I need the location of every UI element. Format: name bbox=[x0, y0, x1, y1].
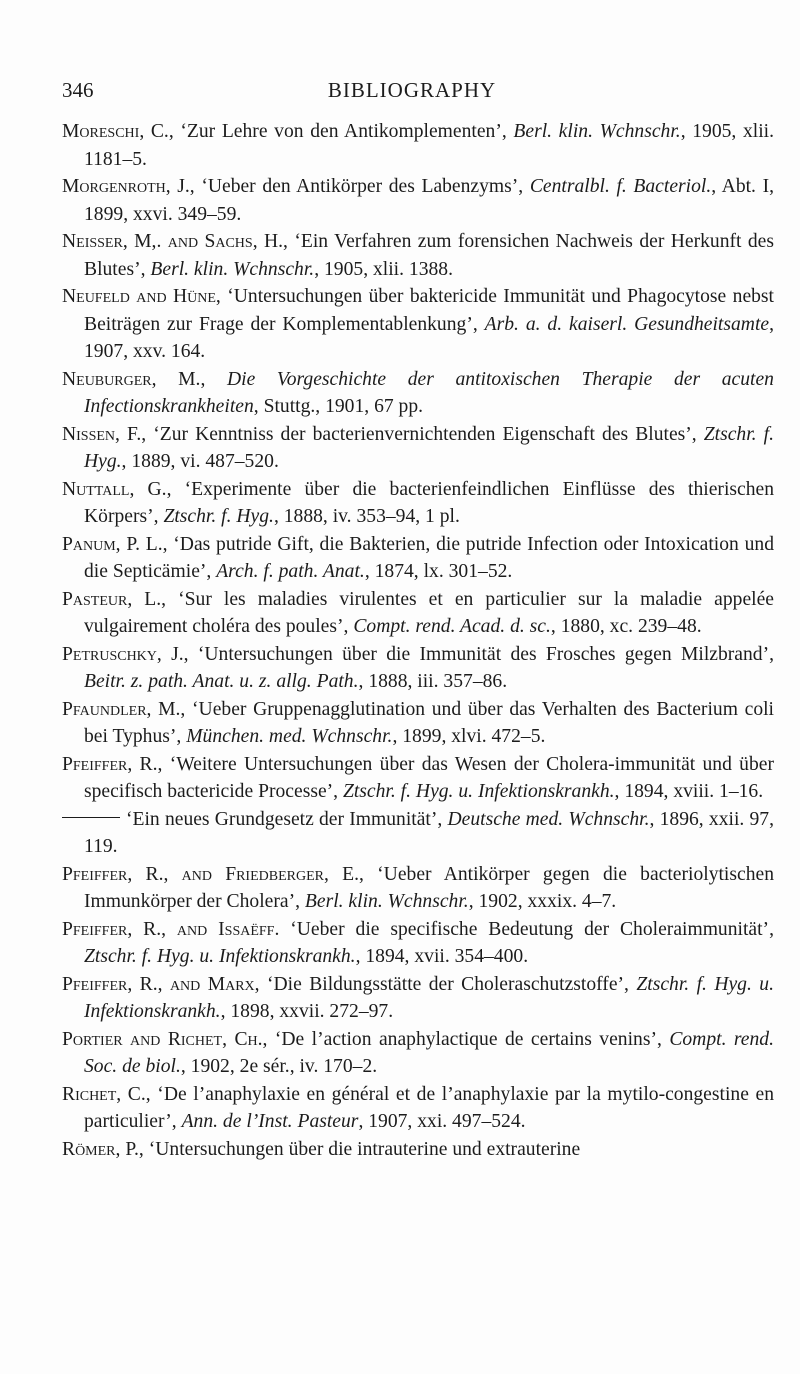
entry-details: , Abt. I, 1899, xxvi. 349–59. bbox=[84, 176, 774, 225]
entry-author: Nuttall, G., bbox=[62, 478, 172, 500]
entry-journal: Berl. klin. Wchnschr. bbox=[150, 258, 315, 280]
entry-author: Pasteur, L., bbox=[62, 588, 167, 610]
entry-details: , 1907, xxi. 497–524. bbox=[358, 1111, 526, 1132]
entry-journal: Compt. rend. Soc. de biol. bbox=[84, 1028, 774, 1077]
entry-author: Pfeiffer, R., and Friedberger, E., bbox=[62, 863, 364, 885]
entry-author: Pfeiffer, R., bbox=[62, 753, 163, 775]
entry-details: , 1905, xlii. 1181–5. bbox=[84, 121, 775, 170]
bibliography-entry bbox=[62, 283, 774, 366]
bibliography-entry bbox=[62, 751, 774, 806]
entry-details: , 1888, iii. 357–86. bbox=[358, 671, 508, 692]
entry-journal: Berl. klin. Wchnschr. bbox=[304, 891, 469, 912]
bibliography-entry bbox=[62, 971, 774, 1026]
entry-author: Richet, C., bbox=[62, 1083, 151, 1105]
entry-journal: Ztschr. f. Hyg. bbox=[84, 423, 774, 472]
entry-details: , 1907, xxv. 164. bbox=[84, 313, 774, 362]
entry-journal: Ztschr. f. Hyg. bbox=[163, 506, 274, 527]
bibliography-entry bbox=[62, 1026, 774, 1081]
bibliography-entry bbox=[62, 118, 774, 173]
entry-title: ‘Ueber den Antikörper des Labenzyms’, bbox=[194, 176, 530, 197]
bibliography-entry bbox=[62, 366, 774, 421]
entry-title: ‘De l’action anaphylactique de certains venins’, bbox=[267, 1028, 670, 1050]
entry-journal: Deutsche med. Wchnschr. bbox=[447, 808, 650, 830]
bibliography-entry bbox=[62, 173, 774, 228]
entry-details: , 1899, xlvi. 472–5. bbox=[392, 726, 546, 747]
entry-title: ‘Ueber die specifische Bedeutung der Choleraimmunität’, bbox=[279, 918, 774, 940]
entry-author: Neisser, M,. and Sachs, H., bbox=[62, 231, 288, 252]
page-number: 346 bbox=[62, 78, 94, 102]
bibliography-entry bbox=[62, 1136, 774, 1164]
bibliography-entry bbox=[62, 641, 774, 696]
entry-details: , Stuttg., 1901, 67 pp. bbox=[253, 396, 424, 417]
entry-details: , 1874, lx. 301–52. bbox=[364, 561, 513, 582]
entry-journal: Ztschr. f. Hyg. u. Infektionskrankh. bbox=[84, 946, 356, 967]
entry-details: , 1902, xxxix. 4–7. bbox=[468, 891, 617, 912]
bibliography-entry bbox=[62, 228, 774, 283]
entry-journal: Ztschr. f. Hyg. u. Infektionskrankh. bbox=[342, 781, 615, 802]
entry-details: , 1894, xviii. 1–16. bbox=[614, 781, 764, 802]
entry-title: ‘Untersuchungen über die intrauterine und extrauterine bbox=[143, 1138, 581, 1160]
entry-title: ‘Untersuchungen über baktericide Immunität und Phagocytose nebst Beiträgen zur Frage der Komplementablenkung’, bbox=[84, 286, 775, 335]
running-head bbox=[62, 78, 762, 108]
entry-author: Neufeld and Hüne, bbox=[62, 286, 221, 307]
entry-journal: München. med. Wchnschr. bbox=[186, 726, 393, 747]
entry-title: ‘Experimente über die bacterienfeindlichen Einflüsse des thierischen Körpers’, bbox=[84, 478, 774, 527]
entry-author: Morgenroth, J., bbox=[62, 176, 195, 197]
entry-author: Pfeiffer, R., and Issaëff. bbox=[62, 918, 280, 940]
entry-journal: Ztschr. f. Hyg. u. Infektionskrankh. bbox=[84, 973, 774, 1022]
bibliography-entry bbox=[62, 1081, 774, 1136]
entry-author: Portier and Richet, Ch., bbox=[62, 1028, 268, 1050]
entry-title: ‘Ueber Gruppenagglutination und über das Verhalten des Bacterium coli bei Typhus’, bbox=[84, 698, 774, 747]
bibliography-entry bbox=[62, 806, 774, 861]
entry-title: ‘De l’anaphylaxie en général et de l’anaphylaxie par la mytilo-congestine en particulier’, bbox=[84, 1083, 774, 1132]
entry-details: , 1905, xlii. 1388. bbox=[314, 258, 453, 280]
bibliography-entry bbox=[62, 476, 774, 531]
entry-author: Moreschi, C., bbox=[62, 121, 174, 142]
entry-journal: Centralbl. f. Bacteriol. bbox=[529, 176, 712, 197]
entry-details: , 1898, xxvii. 272–97. bbox=[220, 1001, 394, 1022]
entry-title: ‘Das putride Gift, die Bakterien, die putride Infection oder Intoxication und die Septicämie’, bbox=[84, 533, 774, 582]
entry-title: ‘Weitere Untersuchungen über das Wesen der Cholera-immunität und über specifisch bactericide Processe’, bbox=[84, 753, 774, 802]
entry-journal: Berl. klin. Wchnschr. bbox=[513, 121, 681, 142]
entry-title bbox=[205, 369, 227, 390]
running-title: BIBLIOGRAPHY bbox=[327, 78, 497, 102]
entry-title: ‘Ein neues Grundgesetz der Immunität’, bbox=[126, 808, 448, 830]
ditto-dash bbox=[62, 817, 120, 818]
bibliography-entry bbox=[62, 916, 774, 971]
entry-journal: Compt. rend. Acad. d. sc. bbox=[353, 616, 551, 637]
entry-details: , 1894, xvii. 354–400. bbox=[355, 946, 529, 967]
entry-title: ‘Zur Lehre von den Antikomplementen’, bbox=[173, 121, 514, 142]
entry-title: ‘Zur Kenntniss der bacterienvernichtenden Eigenschaft des Blutes’, bbox=[146, 423, 704, 445]
bibliography-list bbox=[62, 118, 774, 1163]
entry-title: ‘Sur les maladies virulentes et en particulier sur la maladie appelée vulgairement choléra des poules’, bbox=[84, 588, 774, 637]
entry-title: ‘Untersuchungen über die Immunität des Frosches gegen Milzbrand’, bbox=[188, 643, 775, 665]
bibliography-entry bbox=[62, 696, 774, 751]
entry-author: Pfeiffer, R., and Marx, bbox=[62, 973, 260, 995]
entry-title: ‘Ein Verfahren zum forensichen Nachweis der Herkunft des Blutes’, bbox=[84, 231, 774, 280]
entry-journal: Ann. de l’Inst. Pasteur bbox=[181, 1111, 359, 1132]
entry-journal: Arb. a. d. kaiserl. Gesundheitsamte bbox=[484, 313, 770, 335]
entry-author: Neuburger, M., bbox=[62, 368, 206, 390]
entry-author: Römer, P., bbox=[62, 1138, 144, 1160]
bibliography-entry bbox=[62, 586, 774, 641]
entry-journal: Arch. f. path. Anat. bbox=[216, 561, 365, 582]
entry-journal: Beitr. z. path. Anat. u. z. allg. Path. bbox=[84, 671, 359, 692]
entry-author: Petruschky, J., bbox=[62, 643, 189, 665]
entry-details: , 1889, vi. 487–520. bbox=[121, 451, 279, 472]
bibliography-entry bbox=[62, 861, 774, 916]
entry-title: ‘Die Bildungsstätte der Choleraschutzstoffe’, bbox=[259, 973, 637, 995]
entry-author: Nissen, F., bbox=[62, 423, 147, 445]
entry-author: Pfaundler, M., bbox=[62, 698, 186, 720]
entry-author: Panum, P. L., bbox=[62, 533, 168, 555]
entry-details: , 1880, xc. 239–48. bbox=[550, 616, 702, 637]
bibliography-entry bbox=[62, 531, 774, 586]
entry-details: , 1896, xxii. 97, 119. bbox=[84, 808, 774, 857]
entry-details: , 1888, iv. 353–94, 1 pl. bbox=[273, 506, 460, 527]
entry-details: , 1902, 2e sér., iv. 170–2. bbox=[180, 1056, 378, 1077]
bibliography-entry bbox=[62, 421, 774, 476]
entry-title: ‘Ueber Antikörper gegen die bacteriolytischen Immunkörper der Cholera’, bbox=[84, 863, 774, 912]
entry-journal: Die Vorgeschichte der antitoxischen Therapie der acuten Infectionskrankheiten bbox=[84, 368, 774, 417]
